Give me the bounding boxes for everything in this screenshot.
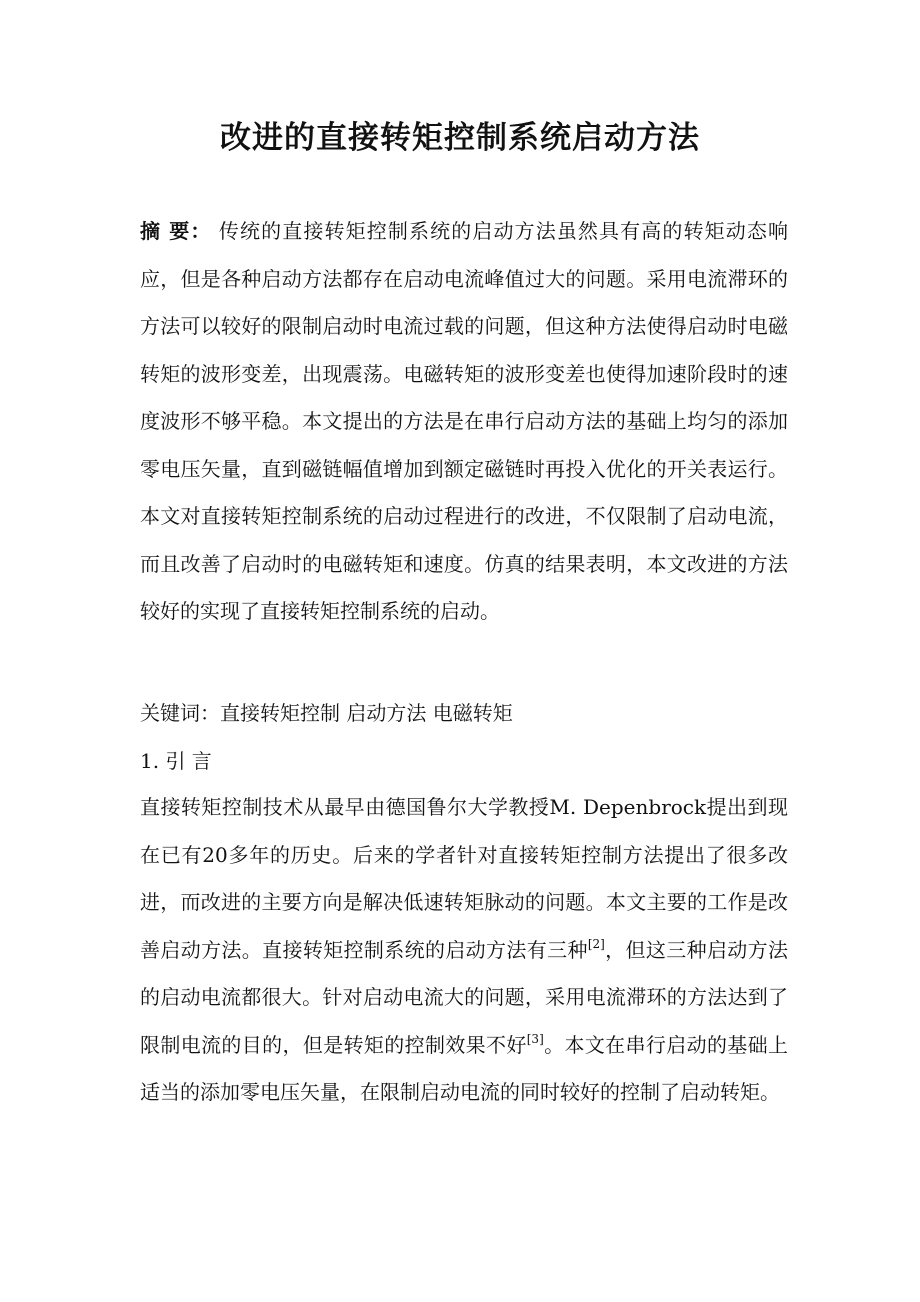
keywords-line	[140, 690, 788, 738]
citation-ref-2[interactable]: [2]	[587, 936, 605, 951]
abstract-label: 摘 要：	[140, 219, 212, 243]
abstract-paragraph	[140, 208, 788, 636]
intro-text-part3: 。本文在串行启动的基础上适当的添加零电压矢量，在限制启动电流的同时较好的控制了启动转矩。	[140, 1032, 789, 1104]
intro-text-part1: 直接转矩控制技术从最早由德国鲁尔大学教授M. Depenbrock提出到现在已有20多年的历史。后来的学者针对直接转矩控制方法提出了很多改进，而改进的主要方向是解决低速转矩脉动的问题。本文主要的工作是改善启动方法。直接转矩控制系统的启动方法有三种	[140, 795, 788, 962]
abstract-text: 传统的直接转矩控制系统的启动方法虽然具有高的转矩动态响应，但是各种启动方法都存在启动电流峰值过大的问题。采用电流滞环的方法可以较好的限制启动时电流过载的问题，但这种方法使得启动时电磁转矩的波形变差，出现震荡。电磁转矩的波形变差也使得加速阶段时的速度波形不够平稳。本文提出的方法是在串行启动方法的基础上均匀的添加零电压矢量，直到磁链幅值增加到额定磁链时再投入优化的开关表运行。本文对直接转矩控制系统的启动过程进行的改进，不仅限制了启动电流，而且改善了启动时的电磁转矩和速度。仿真的结果表明，本文改进的方法较好的实现了直接转矩控制系统的启动。	[140, 219, 789, 623]
citation-ref-3[interactable]: [3]	[526, 1031, 544, 1046]
keywords-text: 直接转矩控制 启动方法 电磁转矩	[220, 701, 513, 725]
introduction-paragraph	[140, 784, 788, 1117]
keywords-label: 关键词：	[140, 701, 220, 725]
intro-text-part2: ，但这三种启动方法的启动电流都很大。针对启动电流大的问题，采用电流滞环的方法达到了限制电流的目的，但是转矩的控制效果不好	[140, 937, 789, 1057]
section-heading-introduction	[140, 738, 788, 786]
section-title: 引 言	[165, 749, 212, 773]
section-number: 1.	[140, 749, 160, 773]
paper-title: 改进的直接转矩控制系统启动方法	[220, 120, 700, 156]
